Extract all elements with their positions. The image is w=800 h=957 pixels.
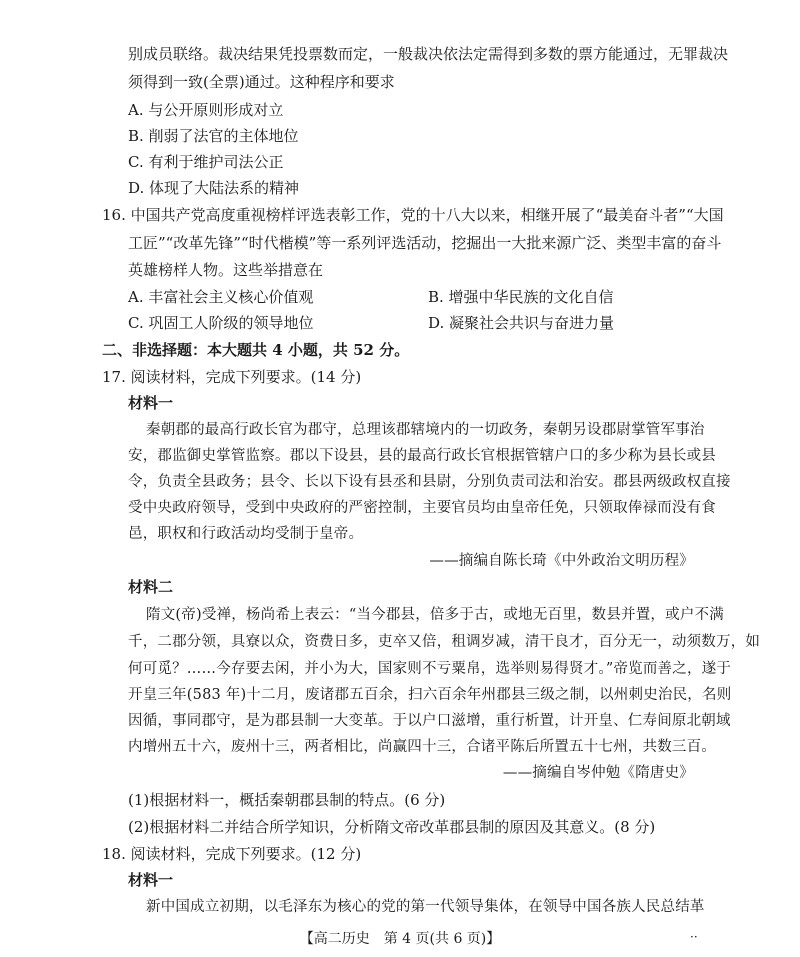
q15-stem-line-2: 须得到一致(全票)通过。这种程序和要求 (128, 73, 395, 91)
q18-material1-title: 材料一 (128, 871, 174, 889)
page-footer: 【高二历史 第 4 页(共 6 页)】 (299, 931, 501, 947)
q17-material1-source: ——摘编自陈长琦《中外政治文明历程》 (429, 553, 694, 569)
q17-material1-line-2: 安，郡监御史掌管监察。郡以下设县，县的最高行政长官根据管辖户口的多少称为县长或县 (128, 448, 716, 464)
q17-material1-title: 材料一 (128, 394, 174, 412)
q17-material2-line-4: 开皇三年(583 年)十二月，废诸郡五百余，扫六百余年州郡县三级之制，以州刺史治民，名则 (128, 687, 732, 703)
q18-material1-line-1: 新中国成立初期，以毛泽东为核心的党的第一代领导集体，在领导中国各族人民总结革 (146, 899, 705, 915)
q16-stem-line-3: 英雄榜样人物。这些举措意在 (128, 261, 324, 279)
q16-stem-line-1: 16. 中国共产党高度重视榜样评选表彰工作，党的十八大以来，相继开展了“最美奋斗者”“大国 (102, 206, 724, 224)
q17-material1-line-5: 邑，职权和行政活动均受制于皇帝。 (128, 526, 364, 542)
q17-subquestion-2: (2)根据材料二并结合所学知识，分析隋文帝改革郡县制的原因及其意义。(8 分) (128, 818, 656, 836)
q16-option-c: C. 巩固工人阶级的领导地位 (128, 314, 314, 332)
q17-material1-line-1: 秦朝郡的最高行政长官为郡守，总理该郡辖境内的一切政务，秦朝另设郡尉掌管军事治 (146, 422, 705, 438)
q15-stem-line-1: 别成员联络。裁决结果凭投票数而定，一般裁决依法定需得到多数的票方能通过，无罪裁决 (128, 45, 729, 63)
q17-material2-title: 材料二 (128, 578, 174, 596)
q15-option-b: B. 削弱了法官的主体地位 (128, 127, 299, 145)
q15-option-a: A. 与公开原则形成对立 (128, 101, 284, 119)
q15-option-c: C. 有利于维护司法公正 (128, 153, 284, 171)
q17-material2-source: ——摘编自岑仲勉《隋唐史》 (502, 765, 694, 781)
q17-material2-line-6: 内增州五十六，废州十三，两者相比，尚赢四十三，合诸平陈后所置五十七州，共数三百。 (128, 739, 716, 755)
q16-option-a: A. 丰富社会主义核心价值观 (128, 288, 314, 306)
q17-material2-line-2: 千，二郡分领，具寮以众，资费日多，吏卒又倍，租调岁减，清干良才，百分无一，动须数万，如 (128, 634, 761, 650)
q17-material2-line-3: 何可觅？……今存要去闲，并小为大，国家则不亏粟帛，选举则易得贤才。”帝览而善之，遂于 (128, 661, 732, 677)
q17-header: 17. 阅读材料，完成下列要求。(14 分) (102, 368, 362, 386)
section-heading: 二、非选择题：本大题共 4 小题，共 52 分。 (102, 341, 410, 359)
q17-material2-line-5: 因循，事同郡守，是为郡县制一大变革。于以户口滋增，重行析置，计开皇、仁寿间原北朝域 (128, 713, 731, 729)
q16-option-b: B. 增强中华民族的文化自信 (428, 288, 614, 306)
q15-option-d: D. 体现了大陆法系的精神 (128, 179, 300, 197)
q16-option-d: D. 凝聚社会共识与奋进力量 (428, 314, 615, 332)
q17-material1-line-4: 受中央政府领导，受到中央政府的严密控制，主要官员均由皇帝任免，只领取俸禄而没有食 (128, 500, 716, 516)
q17-material1-line-3: 令，负责全县政务；县令、长以下设有县丞和县尉，分别负责司法和治安。郡县两级政权直接 (128, 474, 731, 490)
q18-header: 18. 阅读材料，完成下列要求。(12 分) (102, 845, 362, 863)
q17-material2-line-1: 隋文(帝)受禅，杨尚希上表云：“当今郡县，倍多于古，或地无百里，数县并置，或户不满 (146, 607, 724, 623)
q16-stem-line-2: 工匠”“改革先锋”“时代楷模”等一系列评选活动，挖掘出一大批来源广泛、类型丰富的奋斗 (128, 234, 722, 252)
corner-mark: ·· (690, 930, 698, 944)
q17-subquestion-1: (1)根据材料一，概括秦朝郡县制的特点。(6 分) (128, 791, 446, 809)
